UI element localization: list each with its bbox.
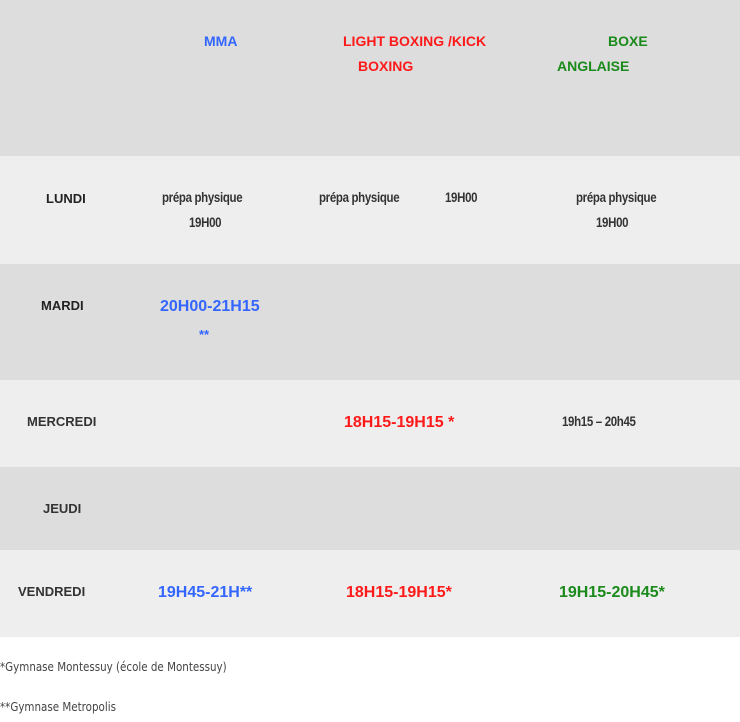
header-boxing-line1: LIGHT BOXING /KICK	[343, 33, 487, 49]
day-lundi: LUNDI	[46, 191, 86, 206]
lundi-mma-line1: prépa physique	[162, 189, 243, 205]
mardi-mma-time: 20H00-21H15	[160, 298, 260, 315]
footnote-montessuy: *Gymnase Montessuy (école de Montessuy)	[0, 660, 227, 674]
vendredi-mma-time: 19H45-21H**	[158, 584, 253, 601]
mercredi-boxe-time: 19h15 – 20h45	[562, 413, 636, 429]
lundi-boxing-label: prépa physique	[319, 189, 400, 205]
footnote-metropolis: **Gymnase Metropolis	[0, 700, 116, 714]
vendredi-boxe-time: 19H15-20H45*	[559, 584, 665, 601]
day-mardi: MARDI	[41, 298, 84, 313]
row-band-mardi	[0, 264, 740, 380]
row-band-jeudi	[0, 467, 740, 550]
header-mma: MMA	[204, 33, 238, 49]
day-mercredi: MERCREDI	[27, 414, 97, 429]
row-band-lundi	[0, 156, 740, 264]
day-vendredi: VENDREDI	[18, 584, 86, 599]
mercredi-boxing-time: 18H15-19H15 *	[344, 414, 455, 431]
lundi-boxe-line2: 19H00	[596, 214, 629, 230]
day-jeudi: JEUDI	[43, 501, 82, 516]
header-band	[0, 0, 740, 156]
lundi-mma-line2: 19H00	[189, 214, 222, 230]
mardi-mma-note: **	[199, 327, 210, 342]
header-boxe-line1: BOXE	[608, 33, 648, 49]
lundi-boxing-time: 19H00	[445, 189, 478, 205]
header-boxe-line2: ANGLAISE	[557, 58, 630, 74]
header-boxing-line2: BOXING	[358, 58, 414, 74]
vendredi-boxing-time: 18H15-19H15*	[346, 584, 452, 601]
lundi-boxe-line1: prépa physique	[576, 189, 657, 205]
